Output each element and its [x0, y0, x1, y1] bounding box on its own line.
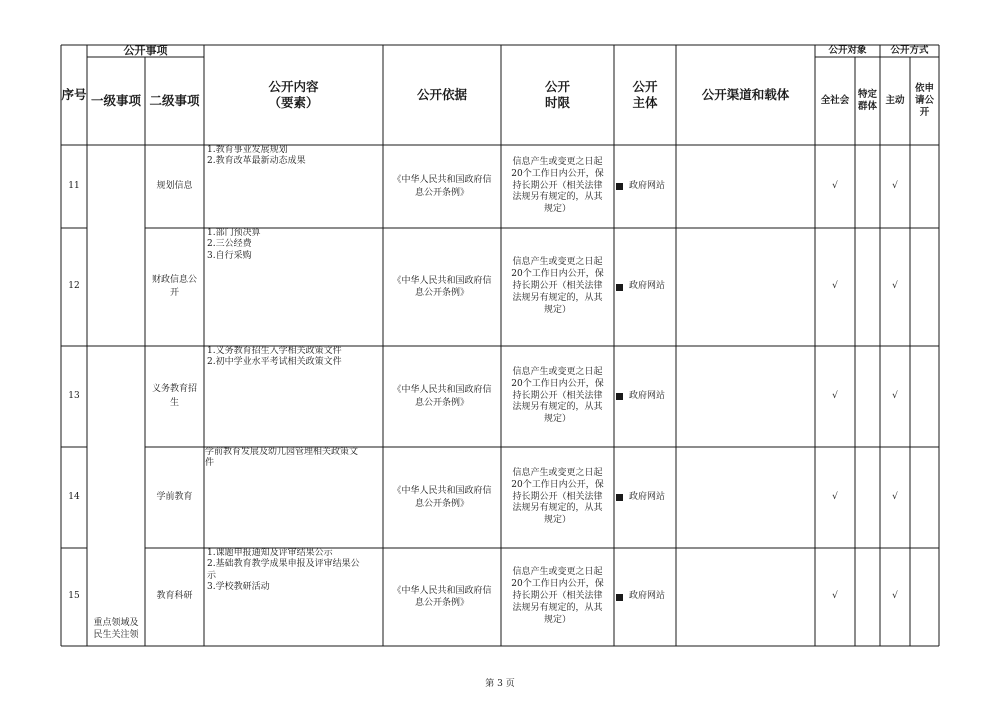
- check-all-society: √: [832, 180, 838, 191]
- row-level2: 规划信息: [156, 180, 193, 191]
- check-on-request: [910, 228, 939, 346]
- square-bullet-icon: [616, 393, 623, 400]
- check-specific-group: [855, 346, 880, 447]
- content-line: 3.学校教研活动: [207, 581, 270, 592]
- period-line: 法规另有规定的，从其: [512, 402, 603, 413]
- square-bullet-icon: [616, 494, 623, 501]
- header-target-all: 全社会: [820, 95, 850, 107]
- check-on-request: [910, 145, 939, 228]
- row-level2: 财政信息公开: [151, 274, 197, 298]
- content-line: 2.初中学业水平考试相关政策文件: [207, 357, 342, 368]
- period-line: 法规另有规定的，从其: [512, 503, 603, 514]
- row-content: [204, 447, 383, 548]
- header-method-active: 主动: [885, 95, 905, 107]
- period-line: 持长期公开（相关法律: [512, 390, 603, 401]
- header-period: [501, 45, 614, 145]
- header-target: 公开对象: [828, 45, 867, 57]
- row-basis: [383, 346, 501, 447]
- channel-label: 政府网站: [629, 281, 666, 292]
- content-line: 学前教育发展及幼儿园管理相关政策文: [205, 447, 359, 457]
- content-line: 2.基础教育教学成果申报及评审结果公: [207, 559, 360, 570]
- period-line: 持长期公开（相关法律: [512, 180, 603, 191]
- row-period: [501, 228, 614, 346]
- basis-line: 息公开条例》: [414, 288, 469, 298]
- channel-label: 政府网站: [629, 591, 666, 602]
- check-on-request: [910, 346, 939, 447]
- basis-line: 《中华人民共和国政府信: [392, 175, 492, 186]
- header-subject-line1: 公开: [632, 79, 658, 95]
- header-target-specific-line2: 群体: [857, 101, 877, 112]
- period-line: 规定）: [543, 414, 571, 425]
- row-period: [501, 145, 614, 228]
- check-on-request: [910, 447, 939, 548]
- content-line: 件: [205, 458, 215, 469]
- row-seq: 12: [68, 281, 80, 292]
- check-specific-group: [855, 145, 880, 228]
- row-level2: 义务教育招生: [151, 384, 197, 408]
- period-line: 规定）: [543, 204, 571, 215]
- content-line: 1.部门预决算: [207, 228, 261, 238]
- square-bullet-icon: [616, 183, 623, 190]
- content-line: 2.三公经费: [207, 239, 252, 250]
- header-method-apply: [910, 57, 939, 145]
- basis-line: 息公开条例》: [414, 397, 469, 408]
- content-line: 2.教育改革最新动态成果: [207, 156, 306, 167]
- row-content: [204, 346, 383, 447]
- check-all-society: √: [832, 390, 838, 401]
- period-line: 信息产生或变更之日起: [512, 156, 603, 167]
- header-method: 公开方式: [890, 45, 929, 57]
- page-prefix: 第: [485, 679, 495, 689]
- header-content-line2: （要素）: [268, 95, 319, 110]
- header-level2: 二级事项: [149, 93, 200, 109]
- header-subject-line2: 主体: [632, 95, 658, 110]
- row-basis: [383, 145, 501, 228]
- square-bullet-icon: [616, 594, 623, 601]
- content-line: 1.课题申报通知及评审结果公示: [207, 548, 333, 558]
- period-line: 20个工作日内公开，保: [511, 269, 604, 280]
- row-period: [501, 548, 614, 646]
- basis-line: 《中华人民共和国政府信: [392, 585, 492, 596]
- check-active: √: [892, 390, 898, 401]
- channel-label: 政府网站: [629, 491, 666, 502]
- row-seq: 13: [68, 390, 80, 401]
- period-line: 法规另有规定的，从其: [512, 292, 603, 303]
- row-level2: 教育科研: [156, 591, 193, 602]
- header-target-specific: [855, 57, 880, 145]
- row-seq: 11: [68, 180, 80, 191]
- basis-line: 《中华人民共和国政府信: [392, 486, 492, 497]
- basis-line: 《中华人民共和国政府信: [392, 275, 492, 286]
- square-bullet-icon: [616, 284, 623, 291]
- level1-group-label: 重点领域及民生关注领: [93, 617, 139, 641]
- page-suffix: 页: [505, 679, 515, 689]
- check-all-society: √: [832, 281, 838, 292]
- basis-line: 《中华人民共和国政府信: [392, 385, 492, 396]
- check-on-request: [910, 548, 939, 646]
- row-seq: 15: [68, 591, 80, 602]
- header-content: [204, 45, 383, 145]
- header-content-line1: 公开内容: [268, 79, 319, 95]
- period-line: 规定）: [543, 515, 571, 526]
- period-line: 持长期公开（相关法律: [512, 281, 603, 292]
- page-number: 3: [497, 679, 503, 689]
- check-all-society: √: [832, 591, 838, 602]
- period-line: 20个工作日内公开，保: [511, 579, 604, 590]
- header-period-line2: 时限: [544, 95, 570, 110]
- period-line: 信息产生或变更之日起: [512, 567, 603, 578]
- row-content: [204, 145, 383, 228]
- row-basis: [383, 548, 501, 646]
- check-all-society: √: [832, 491, 838, 502]
- row-period: [501, 447, 614, 548]
- basis-line: 息公开条例》: [414, 187, 469, 198]
- header-method-apply-line2: 请公: [914, 95, 934, 107]
- header-target-specific-line1: 特定: [857, 89, 877, 101]
- channel-label: 政府网站: [629, 390, 666, 401]
- channel-label: 政府网站: [629, 180, 666, 191]
- header-method-apply-line3: 开: [919, 106, 930, 118]
- check-active: √: [892, 591, 898, 602]
- basis-line: 息公开条例》: [414, 498, 469, 509]
- period-line: 20个工作日内公开，保: [511, 479, 604, 490]
- period-line: 信息产生或变更之日起: [512, 366, 603, 377]
- row-level2: 学前教育: [156, 491, 193, 502]
- header-subject: [614, 45, 676, 145]
- page-footer: [470, 676, 530, 689]
- period-line: 20个工作日内公开，保: [511, 168, 604, 179]
- content-line: 1.教育事业发展规划: [207, 145, 288, 155]
- row-channel: [614, 447, 676, 548]
- header-period-line1: 公开: [544, 79, 570, 95]
- check-active: √: [892, 180, 898, 191]
- row-channel: [614, 228, 676, 346]
- period-line: 规定）: [543, 614, 571, 625]
- period-line: 规定）: [543, 304, 571, 315]
- period-line: 信息产生或变更之日起: [512, 467, 603, 478]
- basis-line: 息公开条例》: [414, 598, 469, 608]
- period-line: 20个工作日内公开，保: [511, 378, 604, 389]
- header-seq: 序号: [61, 87, 87, 103]
- row-content: [204, 228, 383, 346]
- row-basis: [383, 447, 501, 548]
- row-channel: [614, 548, 676, 646]
- row-basis: [383, 228, 501, 346]
- period-line: 法规另有规定的，从其: [512, 602, 603, 613]
- row-content: [204, 548, 383, 646]
- row-channel: [614, 145, 676, 228]
- row-channel: [614, 346, 676, 447]
- content-line: 示: [207, 570, 217, 581]
- content-line: 3.自行采购: [207, 250, 252, 261]
- content-line: 1.义务教育招生入学相关政策文件: [207, 346, 342, 356]
- row-period: [501, 346, 614, 447]
- row-seq: 14: [68, 491, 80, 502]
- header-level1: 一级事项: [90, 93, 141, 109]
- header-channel: 公开渠道和载体: [701, 87, 790, 103]
- period-line: 持长期公开（相关法律: [512, 491, 603, 502]
- check-specific-group: [855, 548, 880, 646]
- check-active: √: [892, 491, 898, 502]
- check-specific-group: [855, 447, 880, 548]
- check-active: √: [892, 281, 898, 292]
- period-line: 信息产生或变更之日起: [512, 257, 603, 268]
- header-basis: 公开依据: [416, 87, 467, 103]
- header-method-apply-line1: 依申: [914, 83, 934, 95]
- period-line: 法规另有规定的，从其: [512, 192, 603, 203]
- header-public-items: 公开事项: [123, 45, 168, 57]
- check-specific-group: [855, 228, 880, 346]
- period-line: 持长期公开（相关法律: [512, 591, 603, 602]
